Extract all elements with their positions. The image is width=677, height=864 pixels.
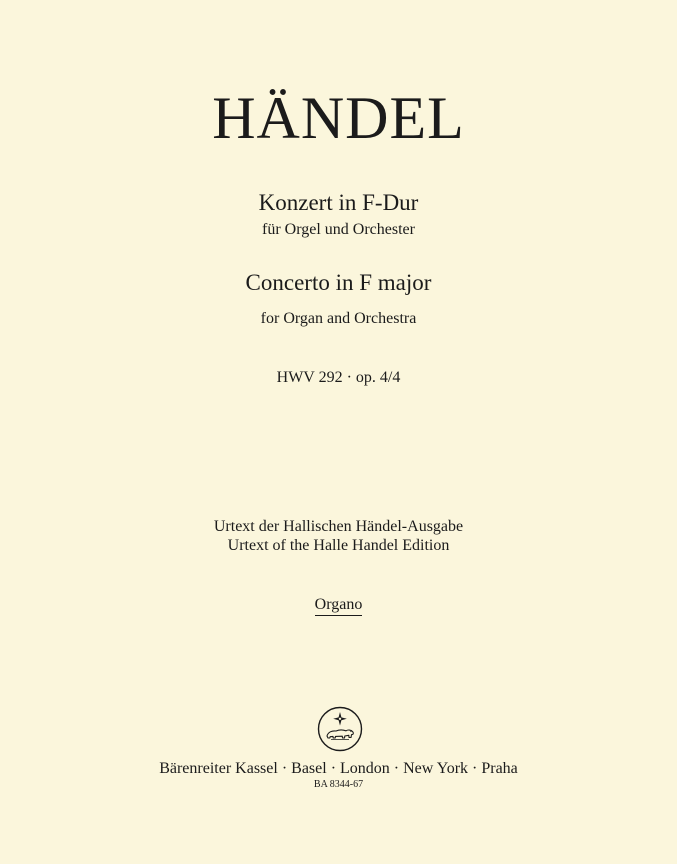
catalog-number: HWV 292 · op. 4/4 xyxy=(276,369,401,386)
composer-name: HÄNDEL xyxy=(212,85,465,151)
title-german: Konzert in F-Dur xyxy=(258,190,419,215)
urtext-german: Urtext der Hallischen Händel-Ausgabe xyxy=(213,518,464,535)
part-name: Organo xyxy=(315,596,363,616)
subtitle-english: for Organ and Orchestra xyxy=(260,310,417,327)
part-label-wrapper xyxy=(0,596,677,616)
baerenreiter-bear-star-logo-icon xyxy=(317,706,363,752)
title-english: Concerto in F major xyxy=(245,270,432,295)
edition-order-number: BA 8344-67 xyxy=(313,779,364,790)
subtitle-german: für Orgel und Orchester xyxy=(262,221,415,238)
publisher-imprint: Bärenreiter Kassel · Basel · London · New York · Praha xyxy=(159,760,518,777)
urtext-english: Urtext of the Halle Handel Edition xyxy=(227,537,450,554)
